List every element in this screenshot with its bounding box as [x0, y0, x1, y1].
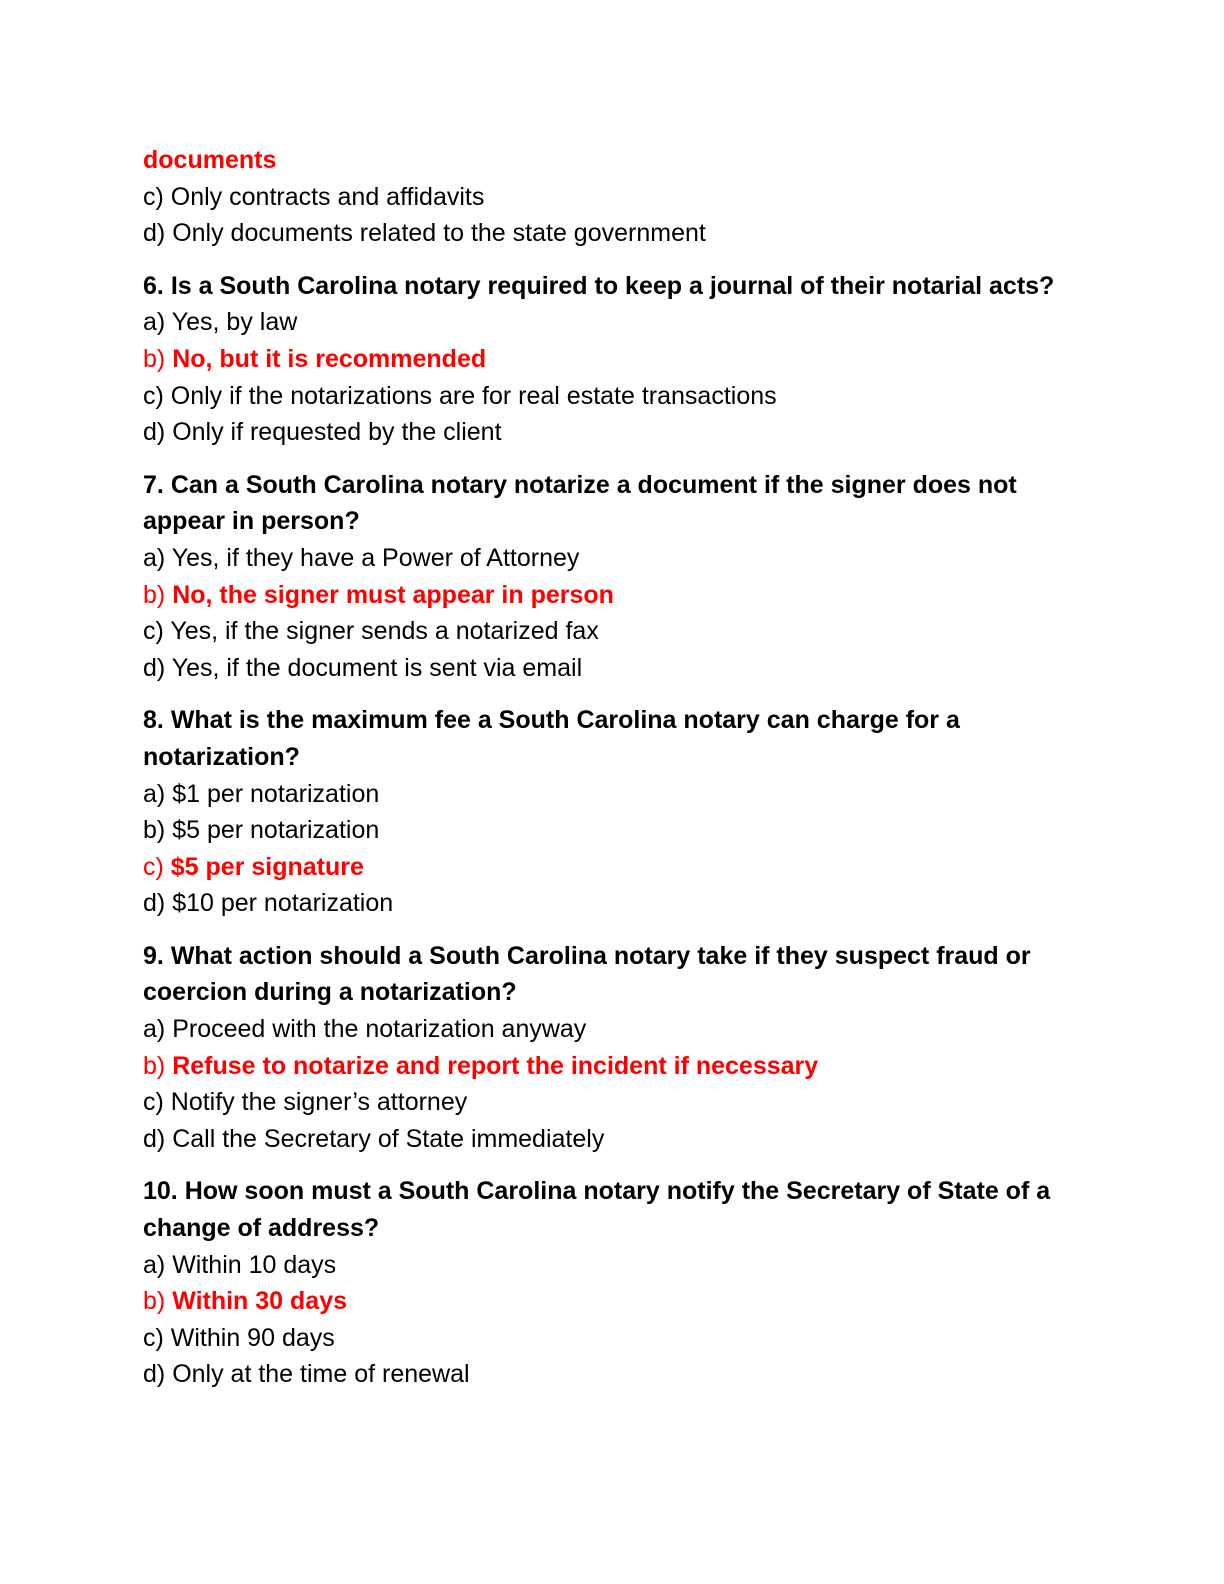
option-text: $5 per signature [170, 852, 364, 881]
option-text: Notify the signer’s attorney [170, 1088, 468, 1117]
option-a [143, 540, 1103, 577]
option-text: Proceed with the notarization anyway [172, 1015, 587, 1044]
question-text [143, 268, 1103, 305]
option-text: Yes, if the signer sends a notarized fax [170, 617, 599, 646]
option-text: Yes, if they have a Power of Attorney [171, 543, 580, 572]
option-text: Only at the time of renewal [172, 1360, 470, 1389]
option-text: No, but it is recommended [172, 344, 487, 373]
question-number: 7. [143, 470, 164, 499]
answer-continuation: documents [143, 146, 277, 174]
option-letter: c) [143, 617, 164, 646]
option-text: Only documents related to the state government [172, 219, 706, 248]
option-b [143, 812, 1103, 849]
option-text: Yes, by law [171, 308, 298, 337]
option-a [143, 1011, 1103, 1048]
option-letter: d) [143, 653, 166, 682]
option-b-correct-answer [143, 1048, 1103, 1085]
option-text: Call the Secretary of State immediately [172, 1124, 605, 1153]
option-letter: d) [143, 1360, 166, 1389]
option-letter: c) [143, 182, 164, 211]
question-body: What is the maximum fee a South Carolina notary can charge for a notarization? [143, 706, 960, 771]
option-d [143, 885, 1103, 922]
question-number: 6. [143, 271, 164, 300]
option-text: Refuse to notarize and report the incident if necessary [172, 1051, 819, 1080]
option-c-correct-answer [143, 849, 1103, 886]
option-letter: c) [143, 1088, 164, 1117]
option-b-correct-answer [143, 341, 1103, 378]
option-text: $10 per notarization [172, 889, 394, 918]
option-letter: d) [143, 889, 166, 918]
question-number: 9. [143, 941, 164, 970]
option-text: Within 90 days [170, 1323, 335, 1352]
question-text [143, 702, 1103, 775]
option-letter: c) [143, 381, 164, 410]
question-number: 10. [143, 1177, 178, 1206]
option-d [143, 650, 1103, 687]
option-letter: d) [143, 219, 166, 248]
option-d [143, 1356, 1103, 1393]
question-body: Can a South Carolina notary notarize a document if the signer does not appear in person? [143, 470, 1017, 536]
question-number: 8. [143, 706, 164, 735]
question-body: How soon must a South Carolina notary notify the Secretary of State of a change of address? [143, 1177, 1051, 1243]
document-page [143, 142, 1103, 1393]
option-b-correct-answer [143, 1283, 1103, 1320]
question-8 [143, 702, 1103, 922]
option-letter: b) [143, 1287, 166, 1316]
option-letter: a) [143, 779, 166, 808]
question-6 [143, 268, 1103, 451]
option-letter: b) [143, 580, 166, 609]
option-text: $5 per notarization [172, 816, 380, 845]
option-text: Only contracts and affidavits [170, 182, 485, 211]
option-text: Yes, if the document is sent via email [171, 653, 583, 682]
option-d [143, 414, 1103, 451]
option-text: Only if requested by the client [172, 418, 502, 447]
question-5-continuation [143, 142, 1103, 252]
option-letter: b) [143, 1051, 166, 1080]
option-c [143, 1084, 1103, 1121]
option-letter: b) [143, 344, 166, 373]
option-letter: d) [143, 1124, 166, 1153]
option-b-correct-answer [143, 577, 1103, 614]
option-d [143, 1121, 1103, 1158]
option-letter: a) [143, 1250, 166, 1279]
option-d [143, 215, 1103, 252]
option-text: Within 30 days [172, 1287, 348, 1316]
question-text [143, 1173, 1103, 1246]
option-c [143, 613, 1103, 650]
option-letter: a) [143, 308, 166, 337]
option-a [143, 776, 1103, 813]
option-letter: d) [143, 418, 166, 447]
option-letter: b) [143, 816, 166, 845]
option-c [143, 179, 1103, 216]
option-letter: c) [143, 1323, 164, 1352]
option-c [143, 378, 1103, 415]
option-text: Within 10 days [172, 1250, 337, 1279]
option-c [143, 1320, 1103, 1357]
option-letter: a) [143, 1015, 166, 1044]
question-9 [143, 938, 1103, 1158]
question-7 [143, 467, 1103, 687]
option-a [143, 1247, 1103, 1284]
question-text [143, 467, 1103, 540]
option-letter: c) [143, 852, 164, 881]
option-text: No, the signer must appear in person [172, 580, 614, 609]
option-text: $1 per notarization [172, 779, 380, 808]
question-body: What action should a South Carolina notary take if they suspect fraud or coercion during a notarization? [143, 941, 1031, 1007]
option-text: Only if the notarizations are for real estate transactions [170, 381, 777, 410]
question-text [143, 938, 1103, 1011]
option-letter: a) [143, 543, 166, 572]
option-a [143, 304, 1103, 341]
question-body: Is a South Carolina notary required to keep a journal of their notarial acts? [170, 271, 1055, 300]
question-10 [143, 1173, 1103, 1393]
